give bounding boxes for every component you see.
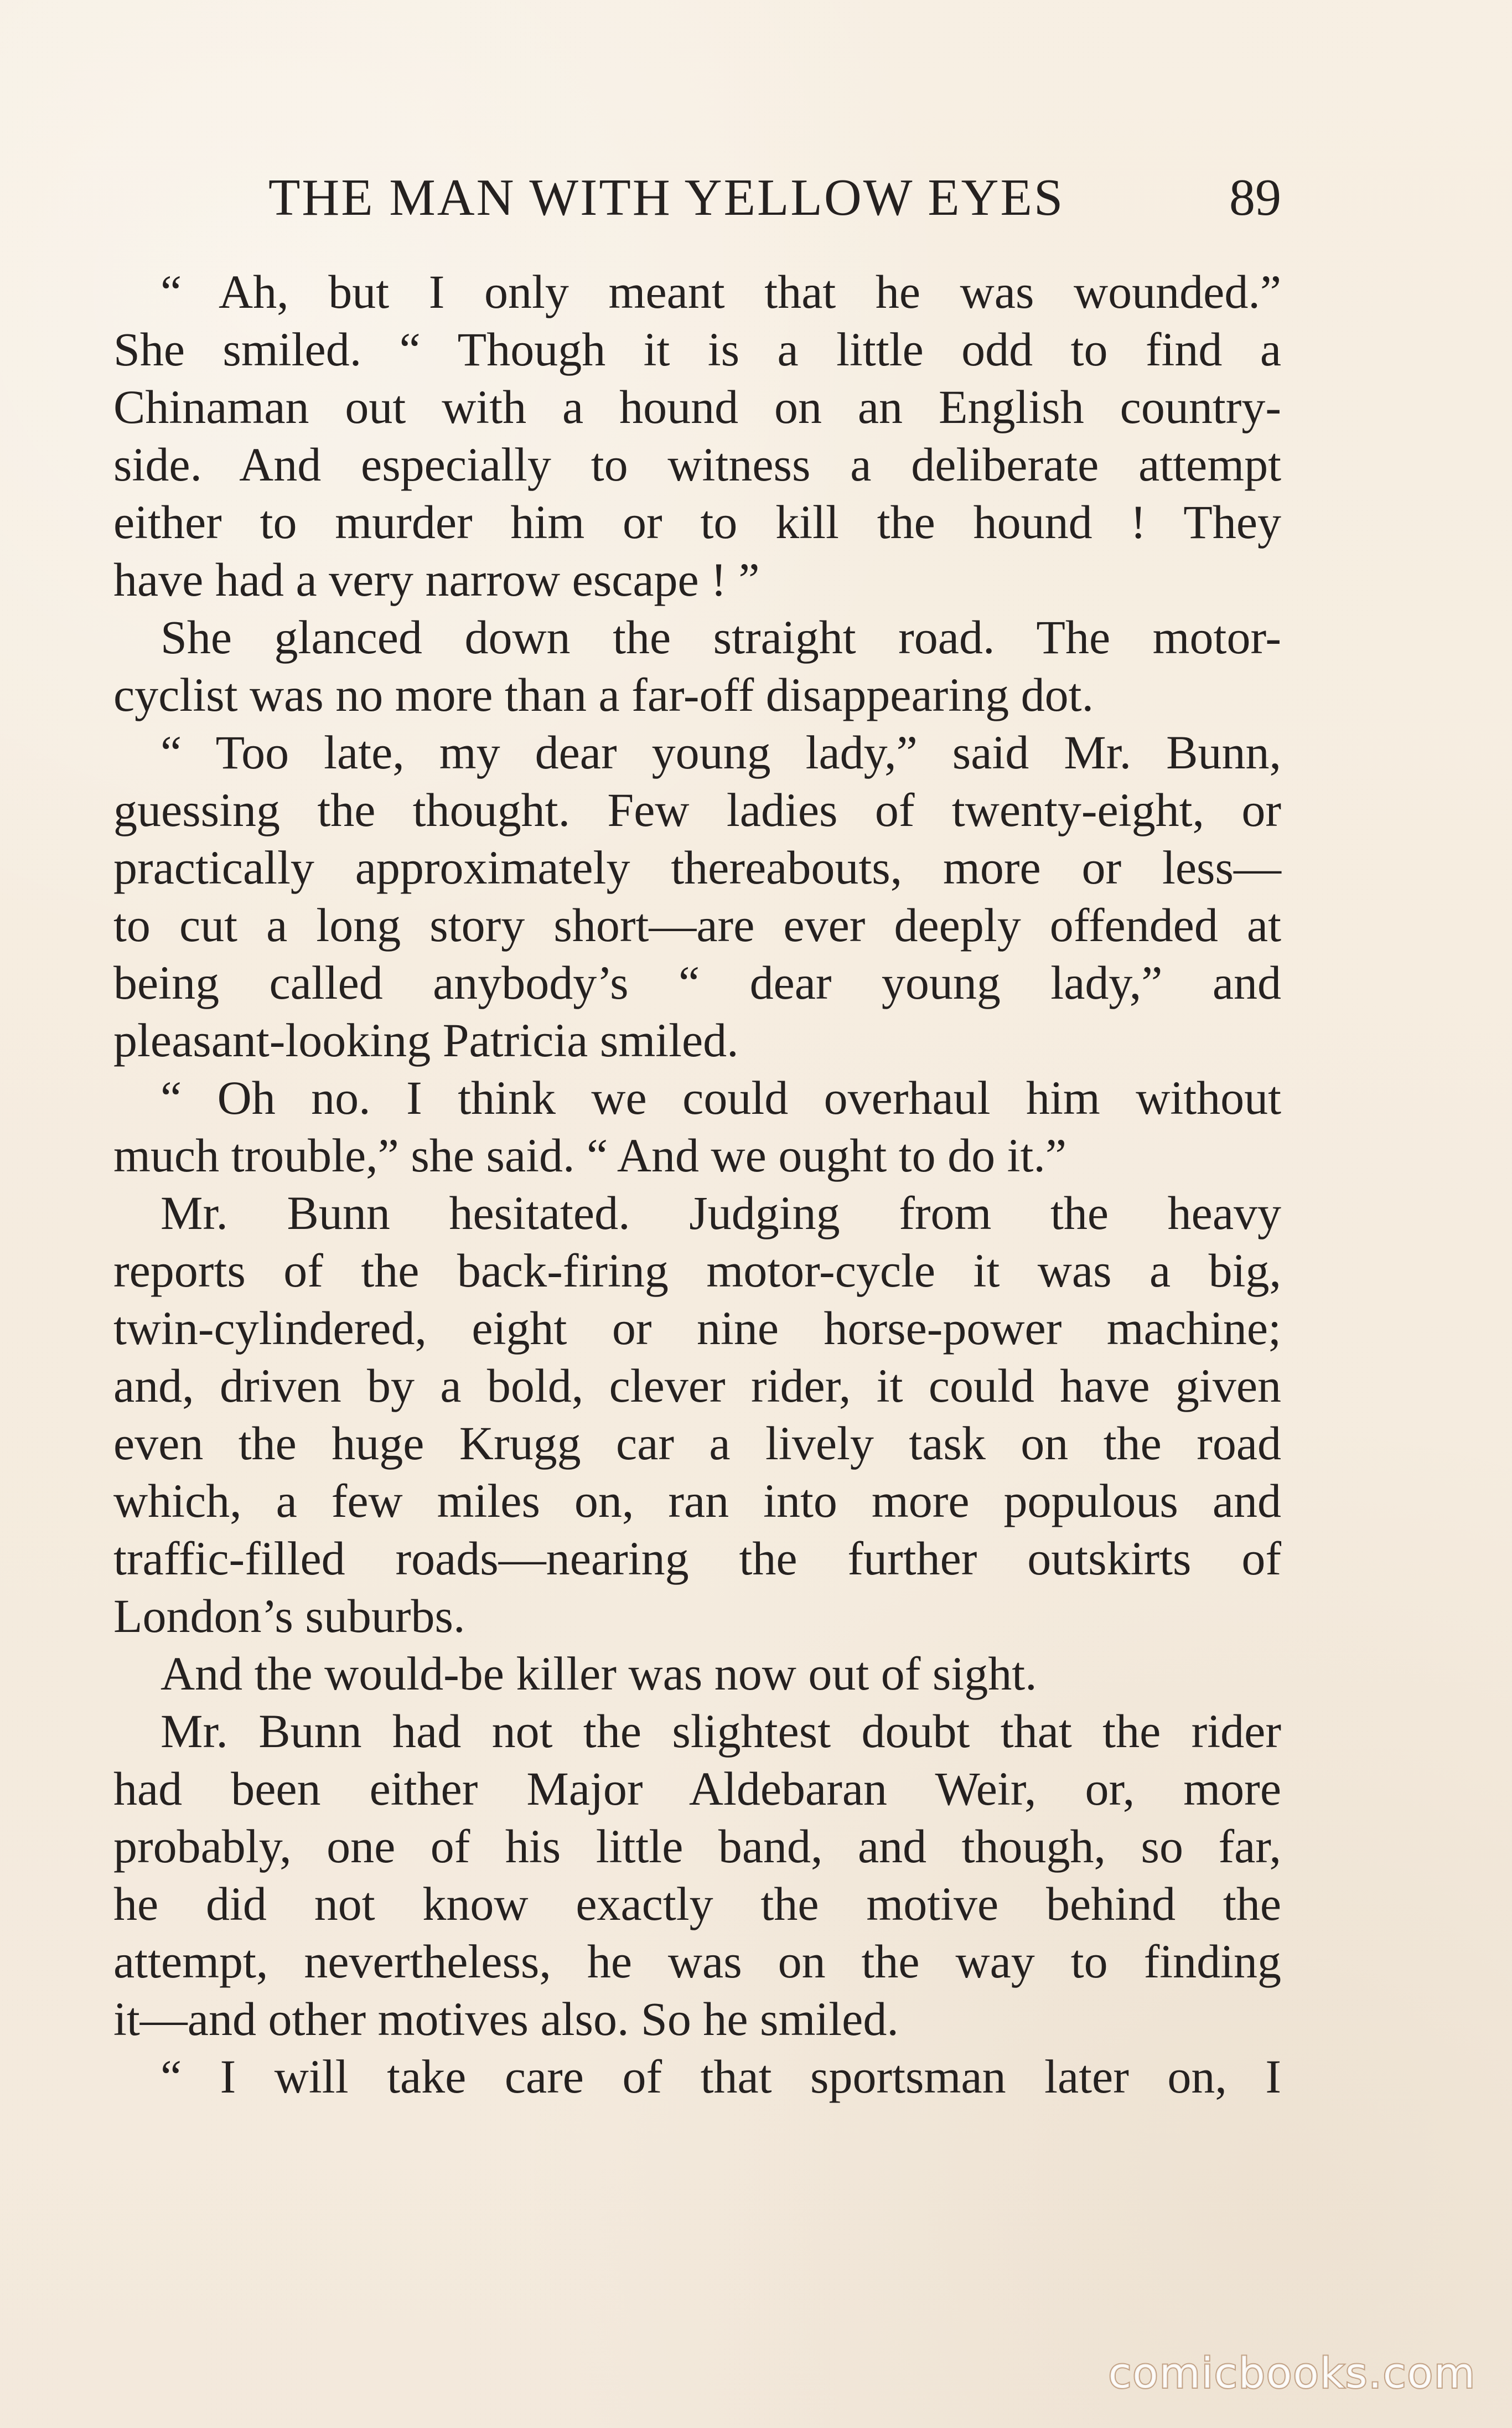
text-line: “ Oh no. I think we could overhaul him without [160, 1071, 1281, 1124]
text-line: pleasant-looking Patricia smiled. [113, 1014, 739, 1067]
text-line: probably, one of his little band, and though, so far, [113, 1820, 1281, 1873]
text-line: being called anybody’s “ dear young lady,” and [113, 956, 1281, 1009]
text-line: reports of the back-firing motor-cycle it was a big, [113, 1244, 1281, 1297]
text-line: which, a few miles on, ran into more populous and [113, 1474, 1281, 1527]
book-text [113, 263, 1281, 2105]
text-line: London’s suburbs. [113, 1589, 465, 1642]
text-line: have had a very narrow escape ! ” [113, 553, 760, 606]
text-line: Mr. Bunn had not the slightest doubt that the rider [160, 1704, 1281, 1758]
text-line: “ I will take care of that sportsman later on, I [160, 2050, 1281, 2103]
text-line: “ Too late, my dear young lady,” said Mr. Bunn, [160, 726, 1281, 779]
text-line: traffic-filled roads—nearing the further outskirts of [113, 1532, 1281, 1585]
text-line: attempt, nevertheless, he was on the way to finding [113, 1935, 1281, 1988]
text-line: to cut a long story short—are ever deeply offended at [113, 898, 1281, 952]
text-line: Chinaman out with a hound on an English country- [113, 380, 1281, 433]
page-header [268, 169, 1281, 238]
running-head: THE MAN WITH YELLOW EYES [268, 169, 1065, 226]
text-line: and, driven by a bold, clever rider, it could have given [113, 1359, 1281, 1412]
text-line: cyclist was no more than a far-off disappearing dot. [113, 668, 1094, 721]
text-line: it—and other motives also. So he smiled. [113, 1992, 899, 2045]
text-line: he did not know exactly the motive behind the [113, 1877, 1281, 1930]
text-line: guessing the thought. Few ladies of twenty-eight, or [113, 783, 1281, 836]
text-line: side. And especially to witness a deliberate attempt [113, 438, 1281, 491]
text-line: Mr. Bunn hesitated. Judging from the heavy [160, 1186, 1281, 1239]
text-line: “ Ah, but I only meant that he was wounded.” [160, 265, 1281, 318]
text-line: even the huge Krugg car a lively task on the road [113, 1417, 1281, 1470]
text-line: And the would-be killer was now out of sight. [160, 1647, 1037, 1700]
text-line: much trouble,” she said. “ And we ought to do it.” [113, 1129, 1067, 1182]
text-line: practically approximately thereabouts, more or less— [113, 841, 1281, 894]
text-line: She glanced down the straight road. The motor- [160, 611, 1281, 664]
text-line: twin-cylindered, eight or nine horse-power machine; [113, 1301, 1281, 1355]
text-line: had been either Major Aldebaran Weir, or, more [113, 1762, 1281, 1815]
page-number: 89 [1229, 169, 1281, 226]
text-line: She smiled. “ Though it is a little odd to find a [113, 323, 1281, 376]
watermark: comicbooks.com [1108, 2348, 1476, 2398]
text-line: either to murder him or to kill the hound ! They [113, 495, 1281, 549]
